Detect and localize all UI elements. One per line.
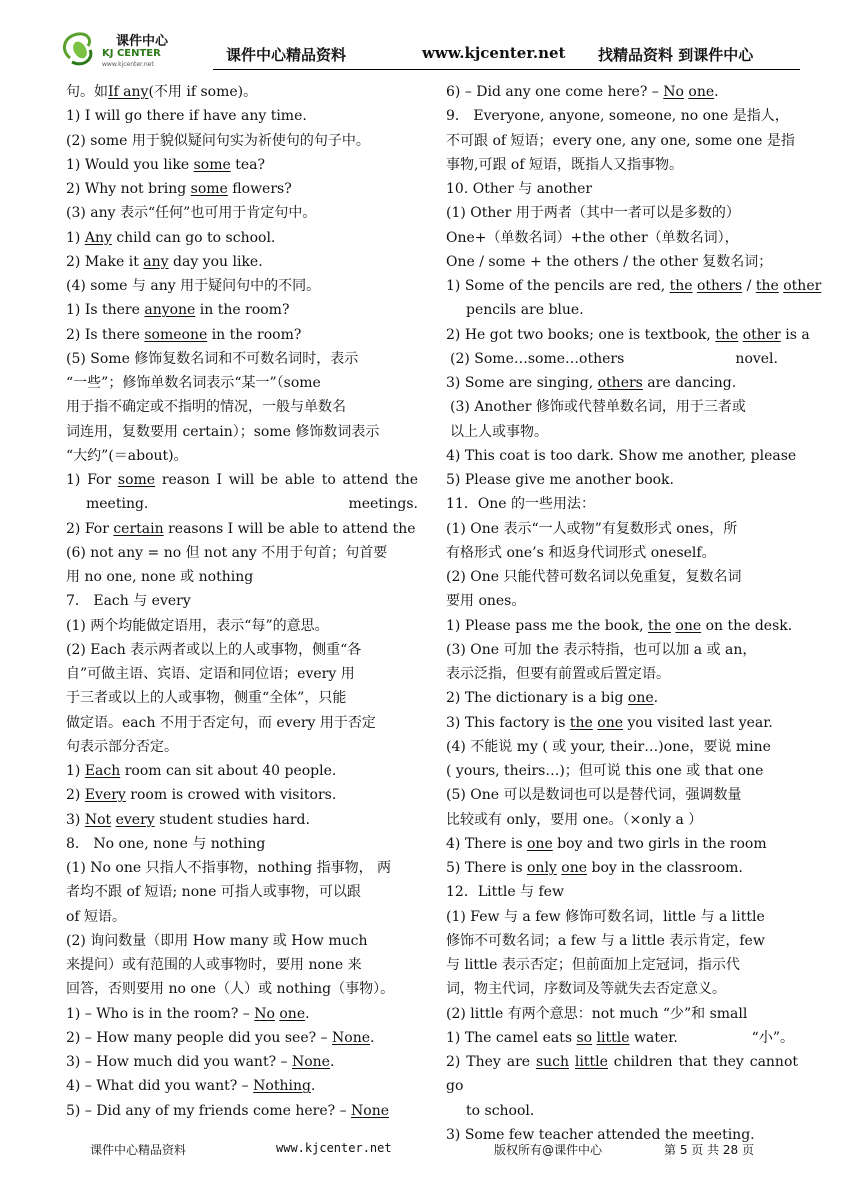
text-line: 2) Why not bring some flowers? <box>66 181 292 197</box>
text-line: 1) The camel eats so little water. “小”。 <box>446 1029 794 1046</box>
header-divider <box>213 69 800 70</box>
text-line: (4) 不能说 my ( 或 your, their…)one，要说 mine <box>446 738 771 755</box>
text-line: 不可跟 of 短语；every one, any one, some one 是指 <box>446 132 795 149</box>
text-line: 事物,可跟 of 短语，既指人又指事物。 <box>446 156 683 173</box>
text-line: 1) – Who is in the room? – No one. <box>66 1005 310 1022</box>
text-line: (5) Some 修饰复数名词和不可数名词时，表示 <box>66 350 359 367</box>
left-column <box>66 80 418 1123</box>
text-line: 词连用，复数要用 certain）；some 修饰数词表示 <box>66 423 380 440</box>
text-line: 2) They are such little children that they cannot go <box>446 1054 799 1095</box>
text-line: 要用 ones。 <box>446 593 526 610</box>
text-line: “一些”；修饰单数名词表示“某一”（some <box>66 375 321 391</box>
section-heading: 8． No one, none 与 nothing <box>66 835 266 852</box>
text-line: 3) – How much did you want? – None. <box>66 1054 335 1070</box>
footer-site[interactable]: www.kjcenter.net <box>276 1141 392 1155</box>
text-line: (1) 两个均能做定语用，表示“每”的意思。 <box>66 617 329 634</box>
text-line: 4) – What did you want? – Nothing. <box>66 1078 316 1095</box>
text-line: 2) Make it any day you like. <box>66 253 263 270</box>
text-line: (3) any 表示“任何”也可用于肯定句中。 <box>66 205 317 222</box>
footer-title: 课件中心精品资料 <box>90 1143 187 1157</box>
text-line: 4) There is one boy and two girls in the room <box>446 835 767 852</box>
text-line: 2) – How many people did you see? – None. <box>66 1029 375 1046</box>
text-line: 与 little 表示否定；但前面加上定冠词，指示代 <box>446 957 740 973</box>
text-line: 5) Please give me another book. <box>446 472 674 488</box>
text-line: 1) Is there anyone in the room? <box>66 302 290 319</box>
text-line: 2) For certain reasons I will be able to attend the <box>66 520 416 537</box>
text-line: 词，物主代词，序数词及等就失去否定意义。 <box>446 981 726 998</box>
text-line: 3) Some are singing, others are dancing. <box>446 375 737 391</box>
text-line: 1) Any child can go to school. <box>66 229 276 246</box>
text-line: 用于指不确定或不指明的情况，一般与单数名 <box>66 399 346 416</box>
text-line: 表示泛指，但要有前置或后置定语。 <box>446 666 670 682</box>
text-line: 4) This coat is too dark. Show me another, please <box>446 447 797 464</box>
text-line: of 短语。 <box>66 908 127 925</box>
text-line: (1) No one 只指人不指事物，nothing 指事物， 两 <box>66 860 392 876</box>
logo-url: www.kjcenter.net <box>102 61 154 68</box>
text-line: 以上人或事物。 <box>450 423 548 440</box>
text-line: 2) He got two books; one is textbook, the other is a <box>446 326 810 343</box>
text-line: (2) little 有两个意思：not much “少”和 small <box>446 1005 748 1022</box>
text-line: 5) There is only one boy in the classroom. <box>446 860 743 876</box>
text-line: (1) One 表示“一人或物”有复数形式 ones，所 <box>446 520 738 537</box>
section-heading: 10. Other 与 another <box>446 181 593 197</box>
header-slogan: 找精品资料 到课件中心 <box>598 46 754 64</box>
text-line: pencils are blue. <box>466 302 584 319</box>
text-line: 句。如If any(不用 if some)。 <box>66 84 258 100</box>
text-line: 来提问）或有范围的人或事物时，要用 none 来 <box>66 957 362 973</box>
footer-copyright: 版权所有@课件中心 <box>494 1143 603 1157</box>
text-line: 3) This factory is the one you visited last year. <box>446 714 773 731</box>
text-line: meeting. meetings. <box>86 496 418 513</box>
text-line: 3) Some few teacher attended the meeting. <box>446 1126 755 1143</box>
section-heading: 11．One 的一些用法： <box>446 496 596 513</box>
text-line: 2) The dictionary is a big one. <box>446 690 659 707</box>
page-number: 第 5 页 共 28 页 <box>664 1143 754 1157</box>
text-line: (5) One 可以是数词也可以是替代词，强调数量 <box>446 787 742 804</box>
text-line: “大约”(＝about)。 <box>66 447 188 464</box>
logo-chinese: 课件中心 <box>116 34 169 49</box>
text-line: (2) One 只能代替可数名词以免重复，复数名词 <box>446 569 742 585</box>
text-line: 句表示部分否定。 <box>66 738 178 755</box>
page-header <box>58 28 800 72</box>
text-line: ( yours, theirs…)；但可说 this one 或 that one <box>446 763 764 779</box>
text-line: 修饰不可数名词；a few 与 a little 表示肯定，few <box>446 932 765 949</box>
text-line: (1) Other 用于两者（其中一者可以是多数的） <box>446 205 740 222</box>
text-line: (2) Each 表示两者或以上的人或事物，侧重“各 <box>66 641 362 658</box>
text-line: (2) some 用于貌似疑问句实为祈使句的句子中。 <box>66 132 370 149</box>
text-line: 3) Not every student studies hard. <box>66 811 310 828</box>
text-line: 自”可做主语、宾语、定语和同位语；every 用 <box>66 666 355 682</box>
text-line: to school. <box>466 1102 535 1119</box>
text-line: 做定语。each 不用于否定句，而 every 用于否定 <box>66 714 376 731</box>
header-site[interactable]: www.kjcenter.net <box>422 44 566 62</box>
text-line: 1) Would you like some tea? <box>66 156 265 173</box>
header-title: 课件中心精品资料 <box>226 46 347 64</box>
text-line: 者均不跟 of 短语; none 可指人或事物，可以跟 <box>66 884 361 901</box>
text-line: One / some + the others / the other 复数名词； <box>446 253 773 270</box>
text-line: 5) – Did any of my friends come here? – None <box>66 1102 390 1119</box>
text-line: 1) Each room can sit about 40 people. <box>66 763 337 779</box>
text-line: (4) some 与 any 用于疑问句中的不同。 <box>66 278 321 294</box>
text-line: 1) Please pass me the book, the one on the desk. <box>446 617 793 634</box>
text-line: (2) Some…some…others novel. <box>450 350 778 367</box>
text-line: 6) – Did any one come here? – No one. <box>446 84 719 100</box>
section-heading: 7． Each 与 every <box>66 593 191 610</box>
text-line: 1) I will go there if have any time. <box>66 108 307 125</box>
text-line: 2) Is there someone in the room? <box>66 326 302 343</box>
right-column <box>446 80 822 1147</box>
text-line: 比较或有 only，要用 one。（×only a ） <box>446 811 703 828</box>
text-line: 于三者或以上的人或事物，侧重“全体”，只能 <box>66 690 347 707</box>
text-line: 1) For some reason I will be able to attend the <box>66 472 418 488</box>
kjcenter-logo <box>58 28 188 72</box>
text-line: (3) One 可加 the 表示特指，也可以加 a 或 an， <box>446 641 757 658</box>
text-line: (3) Another 修饰或代替单数名词，用于三者或 <box>450 399 746 416</box>
section-heading: 12．Little 与 few <box>446 884 564 901</box>
text-line: One+（单数名词）+the other（单数名词）， <box>446 229 739 246</box>
text-line: 回答，否则要用 no one（人）或 nothing（事物）。 <box>66 981 395 998</box>
text-line: (6) not any = no 但 not any 不用于句首；句首要 <box>66 544 388 561</box>
text-line: 用 no one, none 或 nothing <box>66 569 254 585</box>
text-line: 有格形式 one’s 和返身代词形式 oneself。 <box>446 544 716 561</box>
logo-english: KJ CENTER <box>102 48 161 59</box>
text-line: 1) Some of the pencils are red, the others / the other <box>446 278 822 294</box>
text-line: (2) 询问数量（即用 How many 或 How much <box>66 932 368 949</box>
text-line: (1) Few 与 a few 修饰可数名词，little 与 a little <box>446 908 765 925</box>
text-line: 2) Every room is crowed with visitors. <box>66 787 337 804</box>
text-line: 9． Everyone, anyone, someone, no one 是指人， <box>446 108 789 125</box>
